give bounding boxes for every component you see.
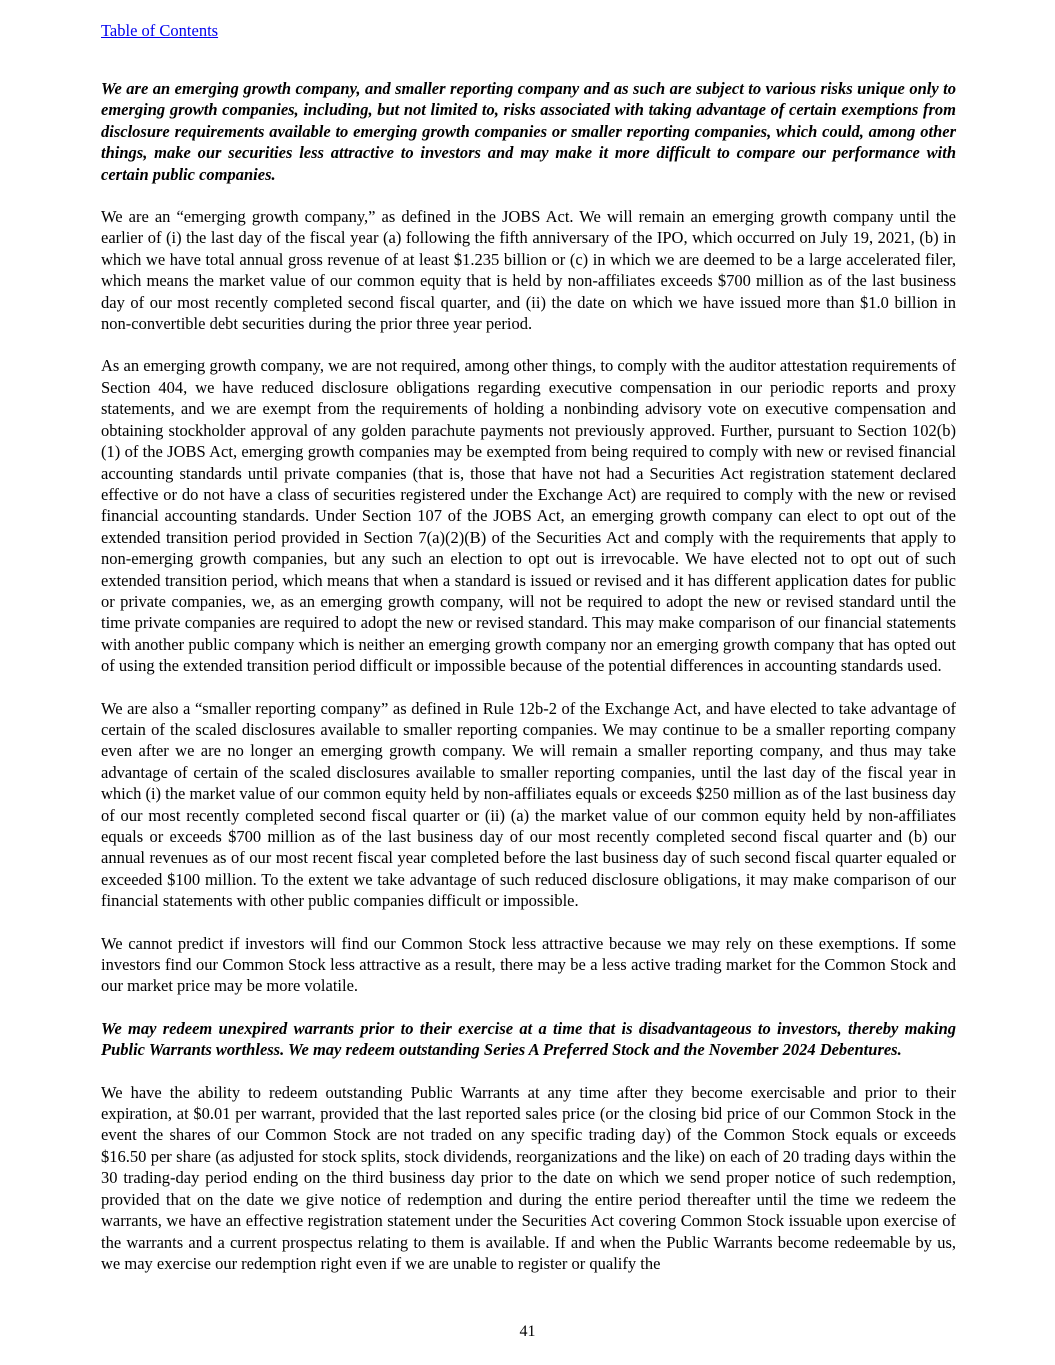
page-number: 41 <box>519 1323 536 1340</box>
body-paragraph: We have the ability to redeem outstanding Public Warrants at any time after they become exercisable and prior to their expiration, at $0.01 per warrant, provided that the last reported sales price (or the closing bid price of our Common Stock in the event the shares of our Common Stock are not traded on any specific trading day) of the Common Stock equals or exceeds $16.50 per share (as adjusted for stock splits, stock dividends, reorganizations and the like) on each of 20 trading days within the 30 trading-day period ending on the third business day prior to the date on which we send proper notice of such redemption, provided that on the date we give notice of redemption and during the entire period thereafter until the time we redeem the warrants, we have an effective registration statement under the Securities Act covering Common Stock issuable upon exercise of the warrants and a current prospectus relating to them is available. If and when the Public Warrants become redeemable by us, we may exercise our redemption right even if we are unable to register or qualify the <box>101 1082 956 1273</box>
body-paragraph: We cannot predict if investors will find our Common Stock less attractive because we may rely on these exemptions. If some investors find our Common Stock less attractive as a result, there may be a less active trading market for the Common Stock and our market price may be more volatile. <box>101 933 956 996</box>
body-paragraph: We are an “emerging growth company,” as defined in the JOBS Act. We will remain an emerging growth company until the earlier of (i) the last day of the fiscal year (a) following the fifth anniversary of the IPO, which occurred on July 19, 2021, (b) in which we have total annual gross revenue of at least $1.235 billion or (c) in which we are deemed to be a large accelerated filer, which means the market value of our common equity that is held by non-affiliates exceeds $700 million as of the last business day of our most recently completed second fiscal quarter, and (ii) the date on which we have issued more than $1.0 billion in non-convertible debt securities during the prior three year period. <box>101 207 956 334</box>
body-paragraph: We are also a “smaller reporting company” as defined in Rule 12b-2 of the Exchange Act, and have elected to take advantage of certain of the scaled disclosures available to smaller reporting companies. We may continue to be a smaller reporting company even after we are no longer an emerging growth company. We will remain a smaller reporting company, and thus may take advantage of certain of the scaled disclosures available to smaller reporting companies, until the last day of the fiscal year in which (i) the market value of our common equity held by non-affiliates equals or exceeds $250 million as of the last business day of our most recently completed second fiscal quarter or (ii) (a) the market value of our common equity held by non-affiliates equals or exceeds $700 million as of the last business day of our most recently completed second fiscal quarter and (b) our annual revenues as of our most recent fiscal year completed before the last business day of such second fiscal quarter equaled or exceeded $100 million. To the extent we take advantage of such reduced disclosure obligations, it may make comparison of our financial statements with other public companies difficult or impossible. <box>101 698 956 911</box>
risk-factors-text-block <box>101 78 956 1274</box>
risk-heading-paragraph: We may redeem unexpired warrants prior to their exercise at a time that is disadvantageous to investors, thereby making Public Warrants worthless. We may redeem outstanding Series A Preferred Stock and the November 2024 Debentures. <box>101 1018 956 1060</box>
risk-heading-paragraph: We are an emerging growth company, and smaller reporting company and as such are subject to various risks unique only to emerging growth companies, including, but not limited to, risks associated with taking advantage of certain exemptions from disclosure requirements available to emerging growth companies or smaller reporting companies, which could, among other things, make our securities less attractive to investors and may make it more difficult to compare our performance with certain public companies. <box>101 79 956 184</box>
table-of-contents-link[interactable]: Table of Contents <box>101 21 219 40</box>
body-paragraph: As an emerging growth company, we are not required, among other things, to comply with the auditor attestation requirements of Section 404, we have reduced disclosure obligations regarding executive compensation in our periodic reports and proxy statements, and we are exempt from the requirements of holding a nonbinding advisory vote on executive compensation and obtaining stockholder approval of any golden parachute payments not previously approved. Further, pursuant to Section 102(b)(1) of the JOBS Act, emerging growth companies may be exempted from being required to comply with new or revised financial accounting standards until private companies (that is, those that have not had a Securities Act registration statement declared effective or do not have a class of securities registered under the Exchange Act) are required to comply with the new or revised financial accounting standards. Under Section 107 of the JOBS Act, an emerging growth company can elect to opt out of the extended transition period provided in Section 7(a)(2)(B) of the Securities Act and comply with the requirements that apply to non-emerging growth companies, but any such an election to opt out is irrevocable. We have elected not to opt out of such extended transition period, which means that when a standard is issued or revised and it has different application dates for public or private companies, we, as an emerging growth company, will not be required to adopt the new or revised standard until the time private companies are required to adopt the new or revised standard. This may make comparison of our financial statements with another public company which is neither an emerging growth company nor an emerging growth company that has opted out of using the extended transition period difficult or impossible because of the potential differences in accounting standards used. <box>101 356 956 676</box>
